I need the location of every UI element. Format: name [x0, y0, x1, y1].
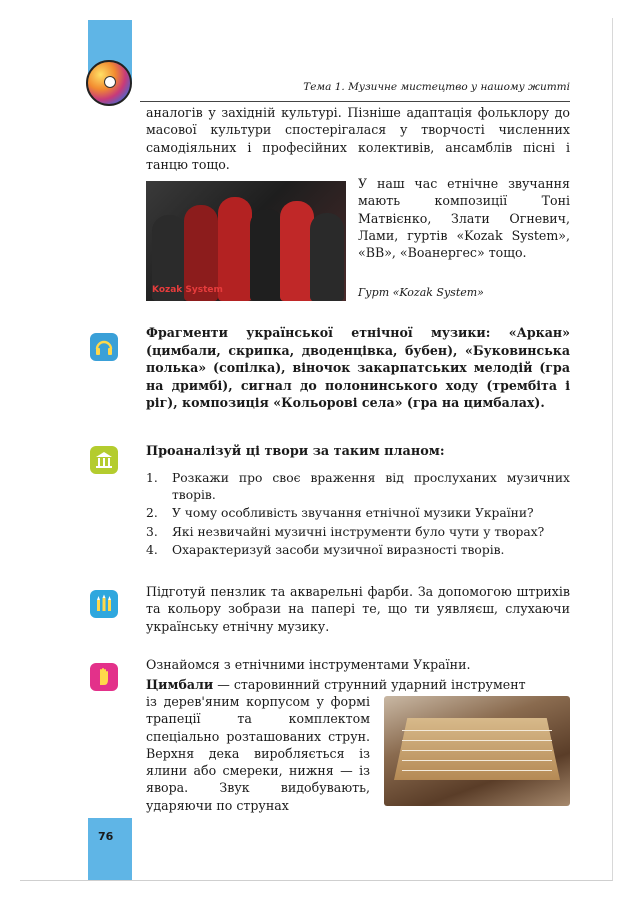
tsymbaly-string [402, 730, 552, 731]
museum-columns-icon [90, 446, 118, 474]
paint-brushes-icon [90, 590, 118, 618]
tsymbaly-string [402, 770, 552, 771]
textbook-logo-icon [86, 60, 132, 106]
task-item [146, 470, 570, 504]
page-number: 76 [98, 830, 114, 843]
task-list [146, 470, 570, 560]
tsymbaly-term: Цимбали [146, 677, 214, 692]
modern-ethnic-paragraph: У наш час етнічне звучання мають композиції Тоні Матвієнко, Злати Огневич, Лами, гуртів «Kozak System», «ВВ», «Воанергес» тощо. [358, 176, 570, 261]
hand-icon [90, 663, 118, 691]
task-item [146, 542, 570, 559]
music-fragments-paragraph: Фрагменти української етнічної музики: «Аркан» (цимбали, скрипка, дводенцівка, бубен), «Буковинська полька» (сопілка), віночок закарпатських мелодій (гра на дримбі), сигнал до полонинського ходу (трембіта і ріг), композиція «Кольорові села» (гра на цимбалах). [146, 325, 570, 411]
photo-caption: Гурт «Kozak System» [358, 286, 484, 299]
tsymbaly-string [402, 760, 552, 761]
intro-paragraph: аналогів у західній культурі. Пізніше адаптація фольклору до масової культури спостерігалася у творчості численних самодіяльних і професійних колективів, ансамблів пісні і танцю тощо. [146, 105, 570, 172]
photo-figure [250, 209, 284, 301]
photo-figure [218, 197, 252, 301]
task-number: 1. [146, 471, 158, 485]
header-rule [140, 101, 570, 102]
task-number: 2. [146, 506, 158, 521]
running-head [300, 81, 570, 93]
task-text: У чому особливість звучання етнічної музики України? [172, 506, 534, 521]
tsymbaly-lead-line [146, 676, 570, 693]
drawing-task-paragraph: Підготуй пензлик та акварельні фарби. За допомогою штрихів та кольору зобрази на папері те, що ти уявляєш, слухаючи українську етнічну музику. [146, 584, 570, 634]
topic-title: Музичне мистецтво у нашому житті [348, 81, 570, 93]
analyze-heading: Проаналізуй ці твори за таким планом: [146, 444, 445, 459]
topic-label: Тема 1. [303, 81, 345, 93]
task-item [146, 505, 570, 522]
photo-figure [310, 213, 344, 301]
bottom-color-strip [88, 818, 132, 880]
headphones-icon [90, 333, 118, 361]
task-text: Розкажи про своє враження від прослуханих музичних творів. [172, 471, 570, 503]
tsymbaly-lead: — старовинний струнний ударний інструмент [213, 677, 526, 692]
instruments-intro-paragraph: Ознайомся з етнічними інструментами України. [146, 657, 471, 672]
tsymbaly-string [402, 750, 552, 751]
band-logo-text: Kozak System [152, 285, 223, 295]
task-number: 4. [146, 542, 158, 557]
photo-figure [280, 201, 314, 301]
task-text: Охарактеризуй засоби музичної виразності творів. [172, 542, 505, 557]
task-number: 3. [146, 524, 158, 539]
tsymbaly-photo [384, 696, 570, 806]
tsymbaly-string [402, 740, 552, 741]
task-item [146, 524, 570, 541]
tsymbaly-description: із дерев'яним корпусом у формі трапеції та комплектом спеціально розташованих струн. Верхня дека виробляється із ялини або смереки, нижня — із явора. Звук видобувають, ударяючи по струнах [146, 694, 370, 813]
task-text: Які незвичайні музичні інструменти було чути у творах? [172, 524, 545, 539]
band-photo [146, 181, 346, 301]
